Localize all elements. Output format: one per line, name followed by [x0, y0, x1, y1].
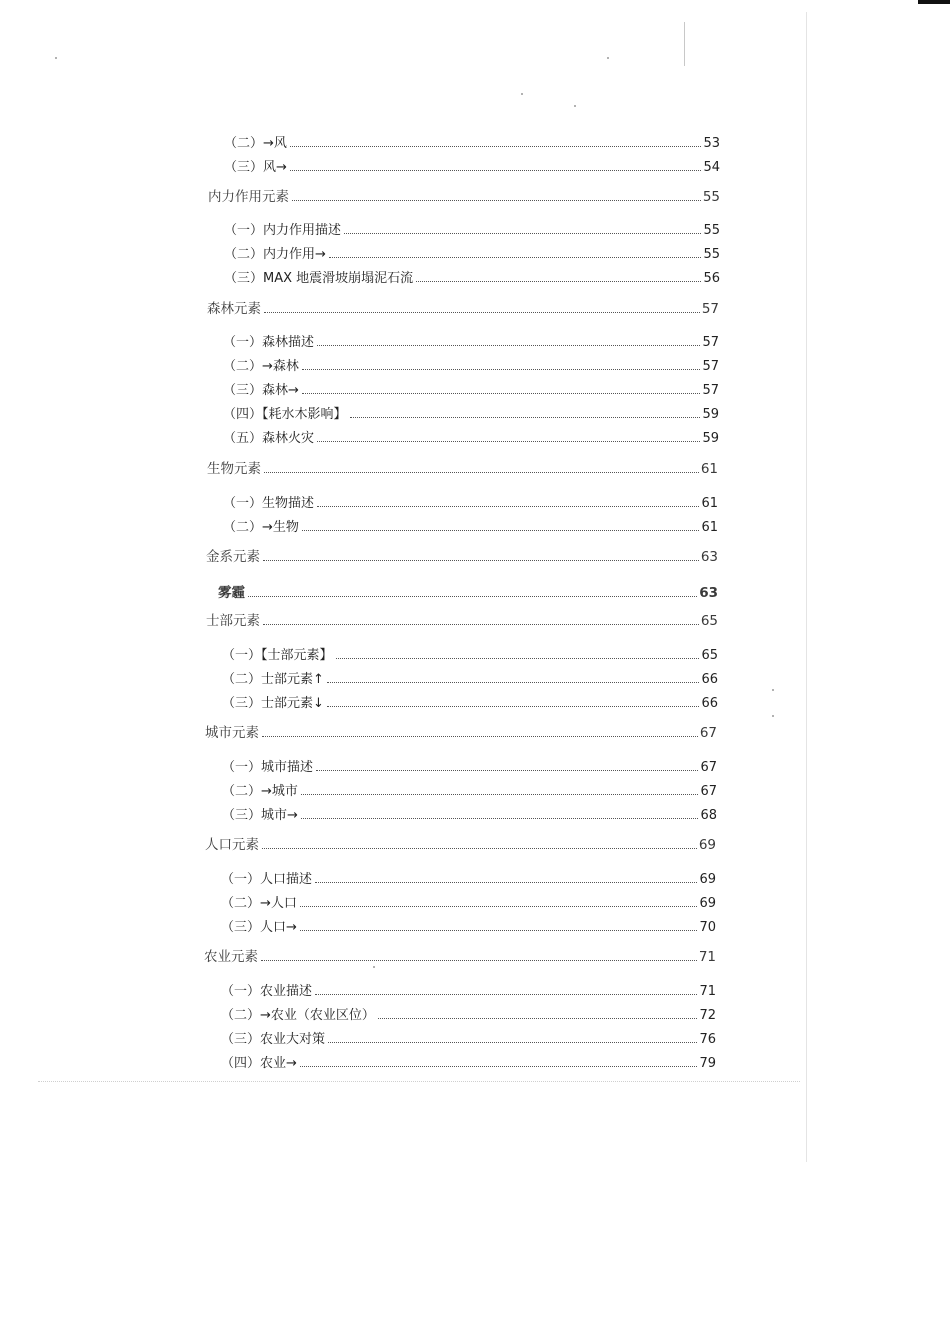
- toc-entry-label: （二）→农业（农业区位）: [221, 1008, 375, 1023]
- toc-entry-label: （一）森林描述: [223, 335, 315, 350]
- toc-section[interactable]: [207, 301, 719, 317]
- toc-entry-page: 63: [700, 549, 718, 565]
- toc-leader-dots: [302, 530, 700, 531]
- toc-entry[interactable]: [222, 784, 717, 800]
- toc-entry-page: 67: [700, 784, 717, 799]
- toc-entry-label: 森林元素: [207, 301, 261, 317]
- page-bottom-rule: [38, 1081, 800, 1082]
- toc-entry-page: 57: [702, 383, 719, 398]
- toc-leader-dots: [317, 506, 699, 507]
- toc-entry[interactable]: [223, 335, 719, 351]
- toc-entry[interactable]: [223, 407, 719, 423]
- scan-speck: [521, 93, 523, 95]
- toc-entry[interactable]: [223, 359, 719, 375]
- toc-entry-label: （五）森林火灾: [223, 431, 315, 446]
- toc-section[interactable]: [208, 189, 720, 205]
- toc-entry-page: 79: [699, 1056, 716, 1071]
- toc-entry-page: 56: [703, 271, 720, 286]
- toc-leader-dots: [327, 706, 700, 707]
- toc-entry[interactable]: [223, 520, 718, 536]
- toc-entry[interactable]: [224, 247, 720, 263]
- toc-entry-label: （一）人口描述: [221, 872, 313, 887]
- toc-entry[interactable]: [223, 383, 719, 399]
- toc-section[interactable]: [207, 461, 718, 477]
- toc-leader-dots: [329, 257, 702, 258]
- toc-entry-page: 61: [700, 461, 718, 477]
- toc-leader-dots: [292, 200, 701, 201]
- toc-leader-dots: [317, 441, 700, 442]
- toc-entry-page: 59: [702, 407, 719, 422]
- toc-leader-dots: [290, 146, 702, 147]
- toc-entry[interactable]: [221, 920, 716, 936]
- toc-entry-label: （四）【耗水木影响】: [223, 407, 347, 422]
- toc-entry-label: 人口元素: [205, 837, 259, 853]
- toc-entry-page: 70: [699, 920, 716, 935]
- toc-entry[interactable]: [224, 223, 720, 239]
- toc-leader-dots: [263, 624, 699, 625]
- toc-entry-label: （三）MAX 地震滑坡崩塌泥石流: [224, 271, 414, 286]
- toc-section[interactable]: [206, 549, 718, 565]
- toc-entry-page: 57: [702, 335, 719, 350]
- toc-leader-dots: [263, 560, 699, 561]
- toc-entry-label: 生物元素: [207, 461, 261, 477]
- toc-leader-dots: [302, 393, 701, 394]
- toc-entry[interactable]: [222, 696, 718, 712]
- scan-speck: [55, 57, 57, 59]
- toc-entry[interactable]: [224, 136, 720, 152]
- toc-entry-page: 76: [699, 1032, 716, 1047]
- scan-speck: [772, 689, 774, 691]
- toc-entry[interactable]: [221, 984, 716, 1000]
- toc-entry-label: （一）城市描述: [222, 760, 314, 775]
- toc-entry[interactable]: [222, 648, 718, 664]
- toc-entry-label: （二）→森林: [223, 359, 299, 374]
- toc-leader-dots: [316, 770, 698, 771]
- toc-entry-page: 69: [699, 872, 716, 887]
- toc-entry-label: （二）→风: [224, 136, 287, 151]
- toc-leader-dots: [290, 170, 702, 171]
- toc-section[interactable]: [218, 585, 718, 601]
- toc-entry-label: （一）生物描述: [223, 496, 315, 511]
- toc-entry-page: 59: [702, 431, 719, 446]
- toc-entry-page: 69: [699, 896, 716, 911]
- toc-section[interactable]: [205, 837, 716, 853]
- toc-entry-label: （三）森林→: [223, 383, 299, 398]
- toc-entry-label: 士部元素: [206, 613, 260, 629]
- toc-entry[interactable]: [221, 1008, 716, 1024]
- toc-entry-label: 雾霾: [218, 585, 245, 601]
- scan-speck: [373, 966, 375, 968]
- toc-entry[interactable]: [224, 160, 720, 176]
- toc-leader-dots: [262, 736, 698, 737]
- toc-entry-page: 63: [699, 585, 718, 601]
- toc-entry-label: （一）内力作用描述: [224, 223, 342, 238]
- toc-entry[interactable]: [221, 1032, 716, 1048]
- toc-leader-dots: [300, 906, 698, 907]
- toc-entry-label: 金系元素: [206, 549, 260, 565]
- toc-entry[interactable]: [221, 1056, 716, 1072]
- toc-leader-dots: [344, 233, 701, 234]
- toc-entry[interactable]: [221, 896, 716, 912]
- toc-entry-page: 55: [703, 247, 720, 262]
- toc-entry-label: （二）→城市: [222, 784, 298, 799]
- toc-leader-dots: [327, 682, 700, 683]
- toc-entry-page: 54: [703, 160, 720, 175]
- toc-entry[interactable]: [224, 271, 720, 287]
- toc-entry[interactable]: [222, 808, 717, 824]
- toc-entry[interactable]: [222, 672, 718, 688]
- toc-entry-label: 农业元素: [204, 949, 258, 965]
- toc-entry-page: 55: [702, 189, 720, 205]
- toc-leader-dots: [328, 1042, 697, 1043]
- toc-entry[interactable]: [223, 496, 718, 512]
- toc-entry-page: 66: [701, 696, 718, 711]
- toc-leader-dots: [248, 596, 697, 597]
- toc-leader-dots: [350, 417, 701, 418]
- toc-entry-label: （三）人口→: [221, 920, 297, 935]
- toc-entry[interactable]: [221, 872, 716, 888]
- toc-leader-dots: [336, 658, 700, 659]
- toc-leader-dots: [300, 930, 698, 931]
- toc-leader-dots: [301, 818, 699, 819]
- toc-entry-label: （三）农业大对策: [221, 1032, 326, 1047]
- toc-entry-label: （四）农业→: [221, 1056, 297, 1071]
- toc-entry-label: （二）→生物: [223, 520, 299, 535]
- toc-entry-page: 68: [700, 808, 717, 823]
- toc-entry-page: 67: [699, 725, 717, 741]
- toc-entry-page: 61: [701, 520, 718, 535]
- toc-entry-label: （二）士部元素↑: [222, 672, 324, 687]
- scan-fold-line: [684, 22, 685, 66]
- toc-section[interactable]: [204, 949, 716, 965]
- toc-entry-label: （三）士部元素↓: [222, 696, 324, 711]
- scan-speck: [607, 57, 609, 59]
- toc-entry-label: （三）城市→: [222, 808, 298, 823]
- toc-leader-dots: [301, 794, 699, 795]
- toc-leader-dots: [264, 312, 700, 313]
- toc-entry-page: 71: [698, 949, 716, 965]
- toc-entry-label: （一）农业描述: [221, 984, 313, 999]
- toc-entry-page: 55: [703, 223, 720, 238]
- scan-speck: [574, 105, 576, 107]
- toc-leader-dots: [378, 1018, 698, 1019]
- toc-entry-page: 57: [702, 359, 719, 374]
- toc-entry[interactable]: [222, 760, 717, 776]
- toc-entry-label: 内力作用元素: [208, 189, 289, 205]
- toc-entry-page: 53: [703, 136, 720, 151]
- toc-entry-label: （三）风→: [224, 160, 287, 175]
- toc-leader-dots: [317, 345, 700, 346]
- toc-section[interactable]: [205, 725, 717, 741]
- toc-entry-page: 57: [701, 301, 719, 317]
- toc-leader-dots: [262, 848, 697, 849]
- toc-entry-page: 72: [699, 1008, 716, 1023]
- toc-entry-page: 71: [699, 984, 716, 999]
- toc-section[interactable]: [206, 613, 718, 629]
- toc-leader-dots: [302, 369, 701, 370]
- toc-entry[interactable]: [223, 431, 719, 447]
- toc-entry-label: 城市元素: [205, 725, 259, 741]
- toc-leader-dots: [300, 1066, 698, 1067]
- scan-page-edge: [806, 12, 807, 1162]
- toc-entry-label: （二）内力作用→: [224, 247, 326, 262]
- toc-entry-page: 69: [698, 837, 716, 853]
- toc-leader-dots: [416, 281, 701, 282]
- toc-leader-dots: [264, 472, 699, 473]
- toc-entry-label: （二）→人口: [221, 896, 297, 911]
- toc-entry-page: 61: [701, 496, 718, 511]
- toc-entry-page: 65: [700, 613, 718, 629]
- toc-leader-dots: [315, 994, 697, 995]
- toc-entry-page: 66: [701, 672, 718, 687]
- scan-corner-mark: [918, 0, 950, 4]
- toc-entry-page: 65: [701, 648, 718, 663]
- toc-entry-page: 67: [700, 760, 717, 775]
- toc-leader-dots: [315, 882, 697, 883]
- scan-speck: [772, 715, 774, 717]
- toc-leader-dots: [261, 960, 697, 961]
- toc-entry-label: （一）【士部元素】: [222, 648, 333, 663]
